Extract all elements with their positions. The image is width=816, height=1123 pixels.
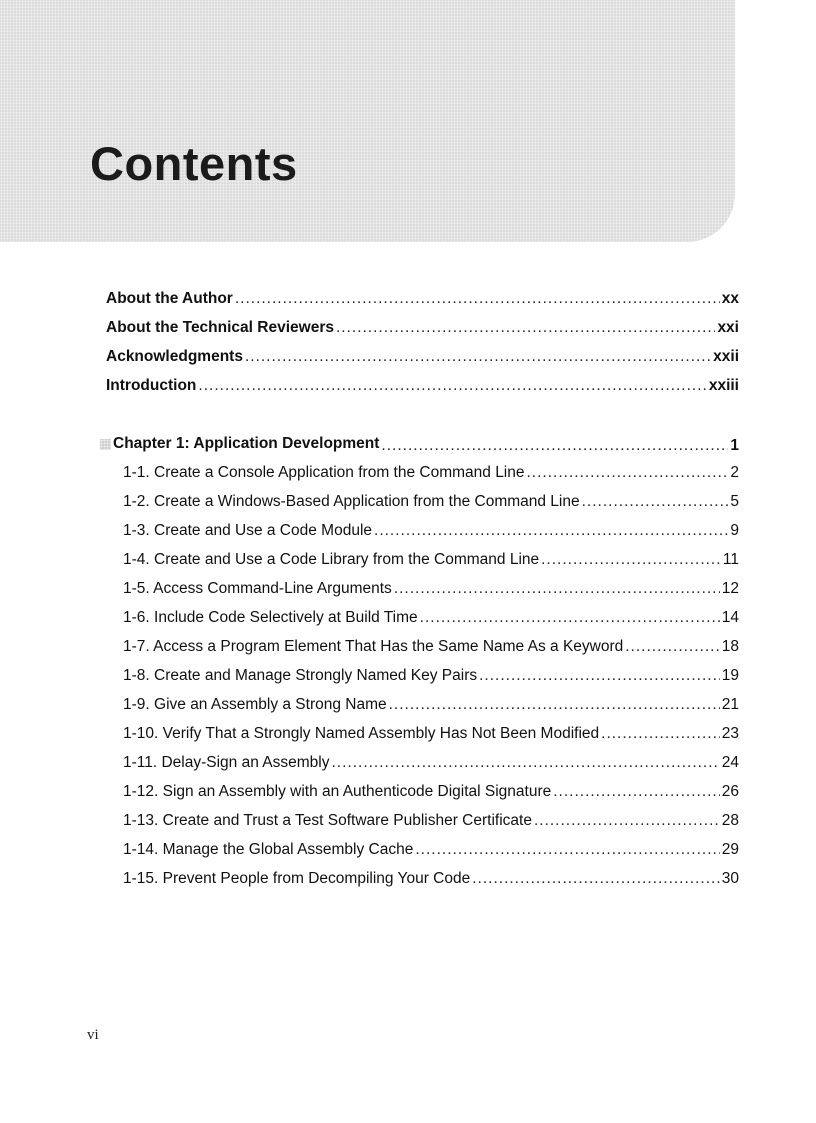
section-page: 5 (730, 493, 739, 510)
section-page: 19 (721, 667, 739, 684)
dot-leader (381, 437, 728, 455)
section-title: 1-6. Include Code Selectively at Build Time (123, 609, 418, 626)
dot-leader (541, 551, 721, 569)
toc-entry-label: Acknowledgments (106, 348, 243, 365)
section-title: 1-7. Access a Program Element That Has the Same Name As a Keyword (123, 638, 624, 655)
dot-leader (601, 725, 720, 743)
dot-leader (394, 580, 720, 598)
toc-entry-section-1-13[interactable] (106, 812, 739, 841)
toc-entry-introduction[interactable] (106, 377, 739, 406)
section-title: 1-14. Manage the Global Assembly Cache (123, 841, 414, 858)
toc-entry-section-1-1[interactable] (106, 464, 739, 493)
dot-leader (582, 493, 729, 511)
section-title: 1-11. Delay-Sign an Assembly (123, 754, 330, 771)
toc-entry-label: About the Technical Reviewers (106, 319, 334, 336)
section-title: 1-3. Create and Use a Code Module (123, 522, 373, 539)
toc-entry-section-1-9[interactable] (106, 696, 739, 725)
section-page: 30 (721, 870, 739, 887)
section-title: 1-8. Create and Manage Strongly Named Key Pairs (123, 667, 478, 684)
section-page: 11 (722, 551, 739, 568)
section-title: 1-4. Create and Use a Code Library from the Command Line (123, 551, 540, 568)
toc-entry-section-1-6[interactable] (106, 609, 739, 638)
section-page: 14 (721, 609, 739, 626)
toc-entry-page: xxi (717, 319, 739, 336)
dot-leader (479, 667, 720, 685)
toc-entry-section-1-11[interactable] (106, 754, 739, 783)
dot-leader (389, 696, 720, 714)
toc-entry-section-1-14[interactable] (106, 841, 739, 870)
section-page: 29 (721, 841, 739, 858)
toc-entry-section-1-5[interactable] (106, 580, 739, 609)
section-page: 18 (721, 638, 739, 655)
section-title: 1-1. Create a Console Application from the Command Line (123, 464, 525, 481)
dot-leader (472, 870, 720, 888)
toc-entry-section-1-3[interactable] (106, 522, 739, 551)
section-page: 24 (721, 754, 739, 771)
section-page: 2 (730, 464, 739, 481)
section-title: 1-2. Create a Windows-Based Application from the Command Line (123, 493, 580, 510)
section-title: 1-15. Prevent People from Decompiling Your Code (123, 870, 471, 887)
toc-entry-page: xxiii (708, 377, 739, 394)
toc-entry-technical-reviewers[interactable] (106, 319, 739, 348)
section-title: 1-10. Verify That a Strongly Named Assembly Has Not Been Modified (123, 725, 600, 742)
header-band (0, 0, 735, 242)
toc-entry-page: xx (721, 290, 739, 307)
toc-entry-label: About the Author (106, 290, 233, 307)
toc-entry-section-1-12[interactable] (106, 783, 739, 812)
toc-entry-about-author[interactable] (106, 290, 739, 319)
section-page: 26 (721, 783, 739, 800)
section-page: 28 (721, 812, 739, 829)
page-number: vi (87, 1027, 99, 1043)
toc-entry-section-1-4[interactable] (106, 551, 739, 580)
chapter-title: Chapter 1: Application Development (113, 435, 380, 452)
toc-entry-page: xxii (713, 348, 739, 365)
toc-entry-acknowledgments[interactable] (106, 348, 739, 377)
dot-leader (527, 464, 729, 482)
dot-leader (245, 348, 711, 366)
page-title: Contents (90, 137, 298, 190)
section-page: 9 (730, 522, 739, 539)
toc-entry-label: Introduction (106, 377, 197, 394)
toc-entry-section-1-2[interactable] (106, 493, 739, 522)
section-page: 23 (721, 725, 739, 742)
table-of-contents (106, 290, 739, 899)
toc-entry-section-1-10[interactable] (106, 725, 739, 754)
dot-leader (420, 609, 720, 627)
chapter-square-icon (100, 439, 111, 450)
dot-leader (374, 522, 728, 540)
section-page: 21 (721, 696, 739, 713)
section-title: 1-9. Give an Assembly a Strong Name (123, 696, 387, 713)
dot-leader (198, 377, 706, 395)
dot-leader (235, 290, 720, 308)
chapter-page: 1 (730, 436, 739, 454)
dot-leader (625, 638, 720, 656)
section-title: 1-12. Sign an Assembly with an Authenticode Digital Signature (123, 783, 552, 800)
dot-leader (553, 783, 720, 801)
toc-entry-section-1-8[interactable] (106, 667, 739, 696)
toc-entry-chapter-1[interactable] (106, 435, 739, 464)
section-title: 1-13. Create and Trust a Test Software Publisher Certificate (123, 812, 532, 829)
dot-leader (331, 754, 719, 772)
dot-leader (415, 841, 719, 859)
dot-leader (534, 812, 720, 830)
dot-leader (336, 319, 715, 337)
toc-entry-section-1-7[interactable] (106, 638, 739, 667)
toc-entry-section-1-15[interactable] (106, 870, 739, 899)
section-page: 12 (721, 580, 739, 597)
section-title: 1-5. Access Command-Line Arguments (123, 580, 392, 597)
